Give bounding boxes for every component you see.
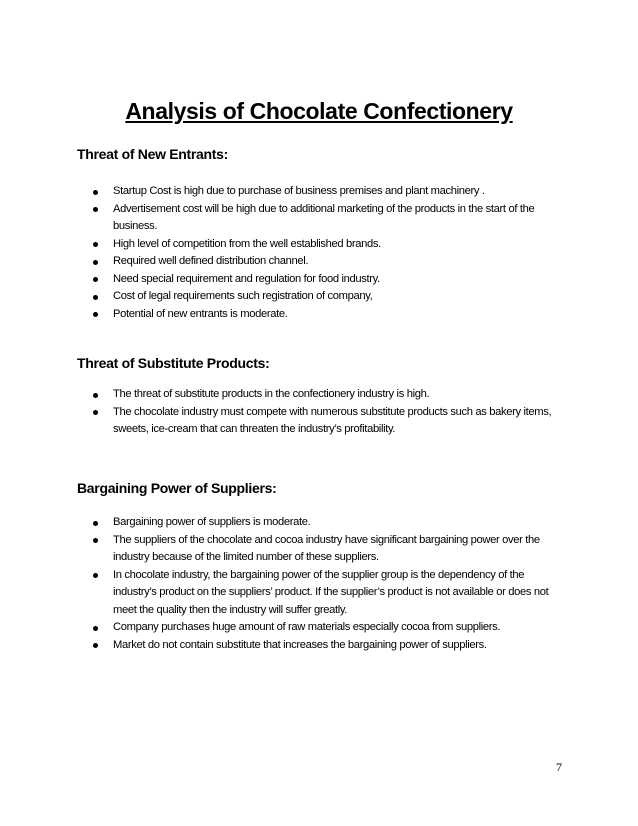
- list-item-text: Potential of new entrants is moderate.: [113, 307, 288, 320]
- section-heading-new-entrants: Threat of New Entrants:: [77, 146, 229, 162]
- bullet-icon: [93, 521, 98, 526]
- list-item-text: Bargaining power of suppliers is moderate.: [113, 516, 311, 528]
- page-number: 7: [556, 760, 562, 774]
- bullet-list-bargaining-power: [0, 514, 638, 654]
- bullet-list-substitute-products: [0, 386, 638, 439]
- list-item: [0, 253, 638, 271]
- list-item: [0, 567, 638, 620]
- bullet-icon: [93, 643, 98, 648]
- bullet-icon: [93, 295, 98, 300]
- list-item: [0, 236, 638, 254]
- bullet-icon: [93, 393, 98, 398]
- bullet-icon: [93, 573, 98, 578]
- list-item: [0, 514, 638, 532]
- bullet-icon: [93, 538, 98, 543]
- list-item: [0, 404, 638, 439]
- list-item: [0, 288, 638, 306]
- bullet-icon: [93, 242, 98, 247]
- bullet-icon: [93, 207, 98, 212]
- list-item: [0, 386, 638, 404]
- list-item-text: Startup Cost is high due to purchase of business premises and plant machinery .: [113, 185, 485, 197]
- list-item-text: Need special requirement and regulation for food industry.: [113, 272, 380, 285]
- list-item: [0, 183, 638, 201]
- list-item-text: Company purchases huge amount of raw materials especially cocoa from suppliers.: [113, 621, 501, 633]
- list-item-text: The chocolate industry must compete with numerous substitute products such as bakery items, sweets, ice-cream that can threaten the industry’s profitability.: [113, 405, 552, 435]
- list-item: [0, 271, 638, 289]
- list-item-text: Cost of legal requirements such registration of company,: [113, 290, 373, 302]
- list-item-text: Market do not contain substitute that increases the bargaining power of suppliers.: [113, 638, 487, 651]
- bullet-icon: [93, 190, 98, 195]
- bullet-icon: [93, 410, 98, 415]
- list-item: [0, 637, 638, 655]
- list-item: [0, 532, 638, 567]
- bullet-icon: [93, 312, 98, 317]
- list-item: [0, 306, 638, 324]
- list-item: [0, 201, 638, 236]
- bullet-icon: [93, 626, 98, 631]
- list-item-text: The threat of substitute products in the confectionery industry is high.: [113, 388, 430, 400]
- bullet-list-new-entrants: [0, 183, 638, 323]
- list-item-text: Advertisement cost will be high due to additional marketing of the products in the start of the business.: [113, 202, 535, 232]
- list-item-text: Required well defined distribution channel.: [113, 255, 309, 267]
- page-title: Analysis of Chocolate Confectionery: [125, 98, 513, 125]
- list-item-text: The suppliers of the chocolate and cocoa industry have significant bargaining power over the industry because of the limited number of these suppliers.: [113, 533, 540, 563]
- bullet-icon: [93, 277, 98, 282]
- list-item: [0, 619, 638, 637]
- list-item-text: In chocolate industry, the bargaining power of the supplier group is the dependency of the industry’s product on the suppliers’ product. If the supplier’s product is not available or does not meet the quality then the industry will suffer greatly.: [113, 568, 549, 616]
- section-heading-bargaining-power: Bargaining Power of Suppliers:: [77, 480, 277, 496]
- section-heading-substitute-products: Threat of Substitute Products:: [77, 355, 270, 371]
- list-item-text: High level of competition from the well established brands.: [113, 237, 381, 250]
- bullet-icon: [93, 260, 98, 265]
